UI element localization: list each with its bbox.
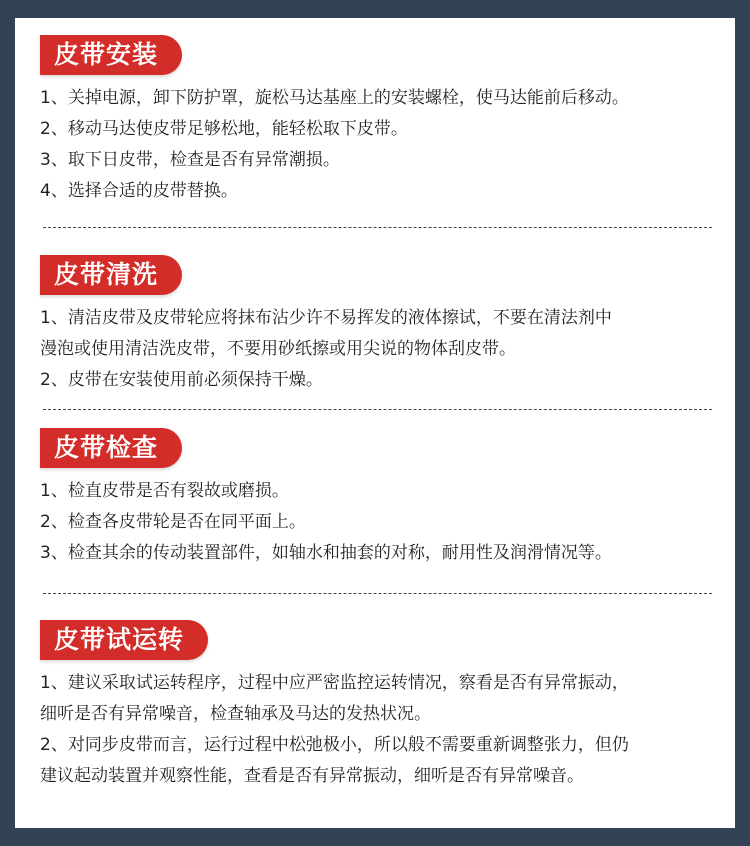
body-line: 4、选择合适的皮带替换。: [40, 181, 238, 201]
body-line: 1、清洁皮带及皮带轮应将抹布沾少许不易挥发的液体擦试，不要在清法剂中: [40, 308, 612, 328]
body-line: 1、建议采取试运转程序，过程中应严密监控运转情况，察看是否有异常振动，: [40, 673, 629, 693]
section-belt-inspection: [40, 428, 715, 569]
section-title: 皮带清洗: [40, 255, 182, 295]
section-belt-test-run: [40, 620, 715, 792]
body-line: 2、对同步皮带而言，运行过程中松弛极小，所以般不需要重新调整张力，但仍: [40, 735, 629, 755]
section-body: [40, 303, 715, 396]
section-title: 皮带试运转: [40, 620, 208, 660]
body-line: 建议起动装置并观察性能，查看是否有异常振动，细听是否有异常噪音。: [40, 766, 584, 786]
section-divider: [43, 409, 712, 410]
section-title: 皮带检查: [40, 428, 182, 468]
body-line: 3、取下日皮带，检查是否有异常潮损。: [40, 150, 340, 170]
body-line: 3、检查其余的传动装置部件，如轴水和抽套的对称，耐用性及润滑情况等。: [40, 543, 612, 563]
section-body: [40, 476, 715, 569]
body-line: 2、移动马达使皮带足够松地，能轻松取下皮带。: [40, 119, 408, 139]
section-title: 皮带安装: [40, 35, 182, 75]
body-line: 细听是否有异常噪音，检查轴承及马达的发热状况。: [40, 704, 431, 724]
body-line: 1、关掉电源，卸下防护罩，旋松马达基座上的安装螺栓，使马达能前后移动。: [40, 88, 629, 108]
section-divider: [43, 593, 712, 594]
section-belt-installation: [40, 35, 715, 207]
body-line: 2、皮带在安装使用前必须保持干燥。: [40, 370, 323, 390]
body-line: 1、检直皮带是否有裂故或磨损。: [40, 481, 289, 501]
body-line: 漫泡或使用清洁洗皮带，不要用砂纸擦或用尖说的物体刮皮带。: [40, 339, 516, 359]
section-belt-cleaning: [40, 255, 715, 396]
section-divider: [43, 227, 712, 228]
content-panel: [15, 18, 735, 828]
section-body: [40, 83, 715, 207]
body-line: 2、检查各皮带轮是否在同平面上。: [40, 512, 306, 532]
section-body: [40, 668, 715, 792]
